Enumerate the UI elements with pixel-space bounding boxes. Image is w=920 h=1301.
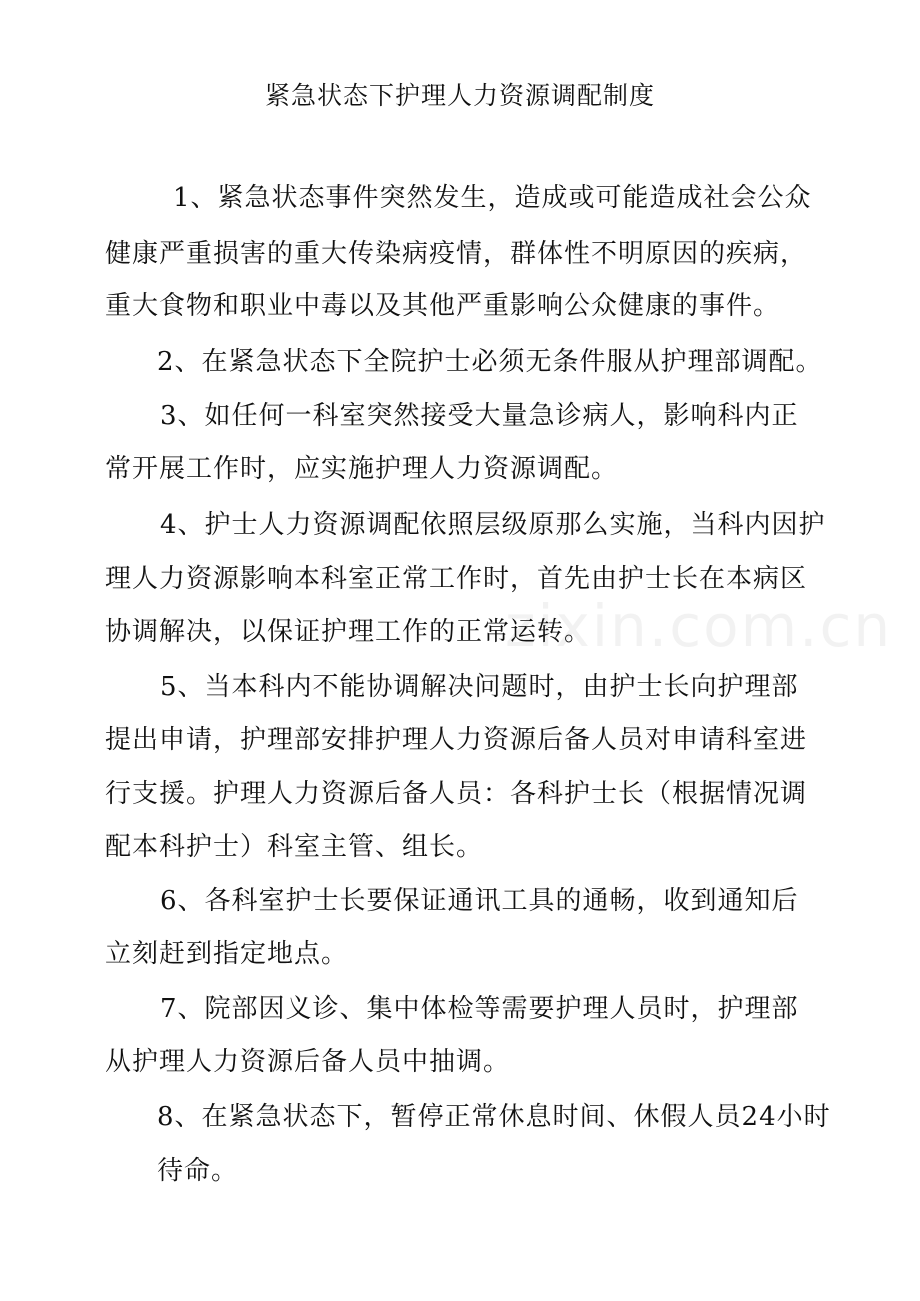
watermark: zixin.com.cn: [505, 592, 893, 660]
paragraph-line: 1、紧急状态事件突然发生，造成或可能造成社会公众: [173, 183, 812, 213]
paragraph-line: 4、护士人力资源调配依照层级原那么实施，当科内因护: [160, 510, 826, 540]
paragraph-line: 行支援。护理人力资源后备人员：各科护士长（根据情况调: [105, 779, 808, 809]
paragraph-line: 7、院部因义诊、集中体检等需要护理人员时，护理部: [160, 994, 799, 1024]
paragraph-line: 5、当本科内不能协调解决问题时，由护士长向护理部: [160, 672, 799, 702]
paragraph-line: 从护理人力资源后备人员中抽调。: [105, 1047, 511, 1077]
paragraph-line: 协调解决，以保证护理工作的正常运转。: [105, 617, 592, 647]
paragraph-line: 8、在紧急状态下，暂停正常休息时间、休假人员24小时: [157, 1102, 831, 1132]
paragraph-line: 提出申请，护理部安排护理人力资源后备人员对申请科室进: [105, 725, 808, 755]
paragraph-line: 待命。: [157, 1156, 239, 1186]
paragraph-line: 健康严重损害的重大传染病疫情，群体性不明原因的疾病，: [105, 239, 808, 269]
paragraph-line: 立刻赶到指定地点。: [105, 939, 349, 969]
document-title: 紧急状态下护理人力资源调配制度: [264, 81, 655, 110]
paragraph-line: 常开展工作时，应实施护理人力资源调配。: [105, 454, 619, 484]
paragraph-line: 重大食物和职业中毒以及其他严重影响公众健康的事件。: [105, 291, 781, 321]
paragraph-line: 3、如任何一科室突然接受大量急诊病人，影响科内正: [160, 401, 799, 431]
paragraph-line: 2、在紧急状态下全院护士必须无条件服从护理部调配。: [157, 347, 823, 377]
paragraph-line: 理人力资源影响本科室正常工作时，首先由护士长在本病区: [105, 564, 808, 594]
paragraph-line: 配本科护士）科室主管、组长。: [105, 832, 484, 862]
paragraph-line: 6、各科室护士长要保证通讯工具的通畅，收到通知后: [160, 886, 799, 916]
